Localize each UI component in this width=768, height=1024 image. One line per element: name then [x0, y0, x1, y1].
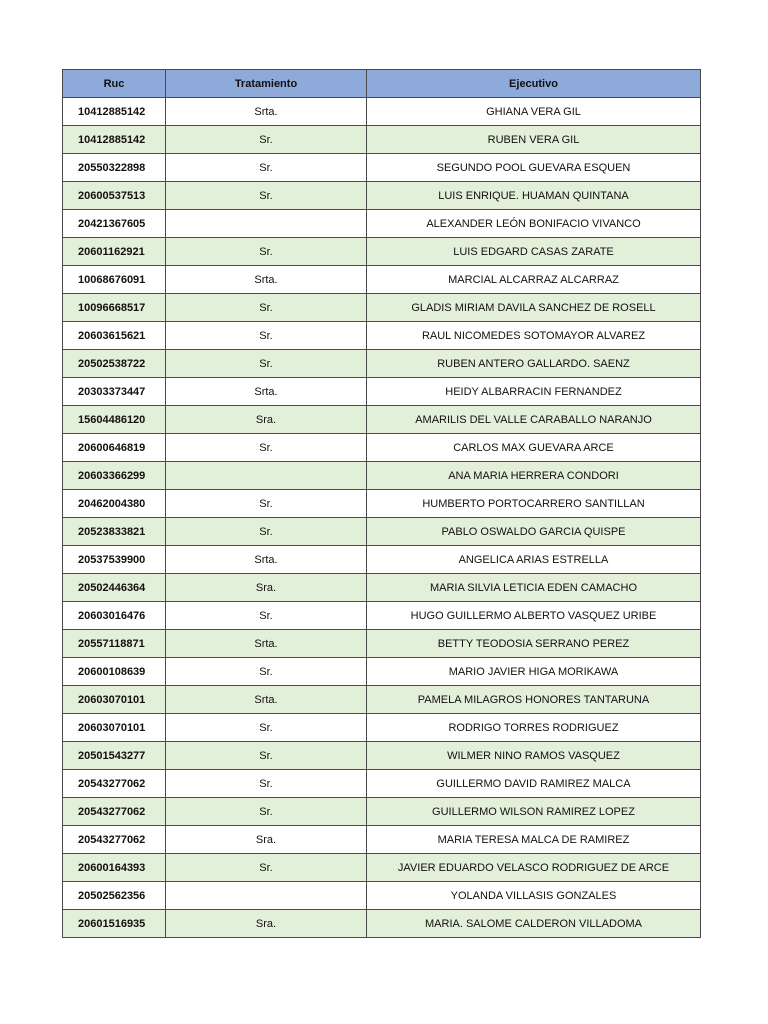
- cell-ruc: 20462004380: [63, 490, 166, 518]
- cell-ruc: 15604486120: [63, 406, 166, 434]
- ruc-table: [62, 69, 701, 938]
- cell-tratamiento: Srta.: [166, 546, 367, 574]
- table-row: [63, 434, 701, 462]
- table-header: [63, 70, 701, 98]
- cell-ruc: 20600646819: [63, 434, 166, 462]
- table-row: [63, 378, 701, 406]
- cell-ejecutivo: RUBEN VERA GIL: [367, 126, 701, 154]
- table-row: [63, 406, 701, 434]
- cell-tratamiento: Sr.: [166, 322, 367, 350]
- cell-ejecutivo: HUGO GUILLERMO ALBERTO VASQUEZ URIBE: [367, 602, 701, 630]
- cell-ruc: 20543277062: [63, 770, 166, 798]
- table-row: [63, 686, 701, 714]
- cell-tratamiento: Sr.: [166, 154, 367, 182]
- table-row: [63, 210, 701, 238]
- cell-ejecutivo: RODRIGO TORRES RODRIGUEZ: [367, 714, 701, 742]
- cell-ejecutivo: ALEXANDER LEÓN BONIFACIO VIVANCO: [367, 210, 701, 238]
- table-body: [63, 98, 701, 938]
- cell-ejecutivo: ANA MARIA HERRERA CONDORI: [367, 462, 701, 490]
- cell-ruc: 10068676091: [63, 266, 166, 294]
- cell-ejecutivo: MARIA. SALOME CALDERON VILLADOMA: [367, 910, 701, 938]
- cell-tratamiento: Sra.: [166, 910, 367, 938]
- table-row: [63, 574, 701, 602]
- table-row: [63, 602, 701, 630]
- cell-tratamiento: Sr.: [166, 294, 367, 322]
- cell-tratamiento: Srta.: [166, 686, 367, 714]
- table-row: [63, 126, 701, 154]
- cell-tratamiento: Sr.: [166, 490, 367, 518]
- table-row: [63, 98, 701, 126]
- table-row: [63, 518, 701, 546]
- table-row: [63, 770, 701, 798]
- cell-ruc: 20550322898: [63, 154, 166, 182]
- cell-tratamiento: [166, 210, 367, 238]
- table-row: [63, 490, 701, 518]
- table-row: [63, 826, 701, 854]
- cell-ejecutivo: HUMBERTO PORTOCARRERO SANTILLAN: [367, 490, 701, 518]
- cell-ejecutivo: GUILLERMO DAVID RAMIREZ MALCA: [367, 770, 701, 798]
- table-row: [63, 742, 701, 770]
- cell-ejecutivo: RAUL NICOMEDES SOTOMAYOR ALVAREZ: [367, 322, 701, 350]
- table-row: [63, 266, 701, 294]
- table-row: [63, 154, 701, 182]
- table-row: [63, 294, 701, 322]
- cell-tratamiento: Sr.: [166, 854, 367, 882]
- table-row: [63, 322, 701, 350]
- cell-ruc: 20502562356: [63, 882, 166, 910]
- cell-ejecutivo: GUILLERMO WILSON RAMIREZ LOPEZ: [367, 798, 701, 826]
- cell-ejecutivo: HEIDY ALBARRACIN FERNANDEZ: [367, 378, 701, 406]
- cell-ruc: 20303373447: [63, 378, 166, 406]
- table-row: [63, 182, 701, 210]
- table-row: [63, 854, 701, 882]
- cell-tratamiento: Sr.: [166, 238, 367, 266]
- cell-ruc: 20600537513: [63, 182, 166, 210]
- cell-tratamiento: Sr.: [166, 434, 367, 462]
- cell-ejecutivo: GLADIS MIRIAM DAVILA SANCHEZ DE ROSELL: [367, 294, 701, 322]
- cell-ruc: 20537539900: [63, 546, 166, 574]
- cell-ejecutivo: SEGUNDO POOL GUEVARA ESQUEN: [367, 154, 701, 182]
- cell-tratamiento: Sr.: [166, 798, 367, 826]
- cell-tratamiento: Sra.: [166, 574, 367, 602]
- header-tratamiento: Tratamiento: [166, 70, 367, 98]
- cell-ejecutivo: MARIO JAVIER HIGA MORIKAWA: [367, 658, 701, 686]
- cell-ejecutivo: PABLO OSWALDO GARCIA QUISPE: [367, 518, 701, 546]
- cell-ruc: 10412885142: [63, 126, 166, 154]
- table-row: [63, 462, 701, 490]
- table-row: [63, 910, 701, 938]
- cell-tratamiento: [166, 882, 367, 910]
- cell-tratamiento: Srta.: [166, 266, 367, 294]
- cell-ejecutivo: RUBEN ANTERO GALLARDO. SAENZ: [367, 350, 701, 378]
- cell-ejecutivo: ANGELICA ARIAS ESTRELLA: [367, 546, 701, 574]
- cell-ruc: 20600108639: [63, 658, 166, 686]
- cell-ejecutivo: CARLOS MAX GUEVARA ARCE: [367, 434, 701, 462]
- cell-ruc: 20603366299: [63, 462, 166, 490]
- cell-ruc: 10096668517: [63, 294, 166, 322]
- cell-ruc: 20603615621: [63, 322, 166, 350]
- cell-tratamiento: Sr.: [166, 518, 367, 546]
- header-row: [63, 70, 701, 98]
- cell-ejecutivo: PAMELA MILAGROS HONORES TANTARUNA: [367, 686, 701, 714]
- cell-ejecutivo: MARIA TERESA MALCA DE RAMIREZ: [367, 826, 701, 854]
- table-row: [63, 658, 701, 686]
- cell-ruc: 20601162921: [63, 238, 166, 266]
- cell-tratamiento: Sr.: [166, 770, 367, 798]
- table-row: [63, 630, 701, 658]
- cell-tratamiento: [166, 462, 367, 490]
- cell-tratamiento: Sr.: [166, 350, 367, 378]
- cell-ruc: 20501543277: [63, 742, 166, 770]
- cell-tratamiento: Sr.: [166, 182, 367, 210]
- document-page: [62, 69, 700, 938]
- cell-tratamiento: Sra.: [166, 406, 367, 434]
- cell-ruc: 20543277062: [63, 798, 166, 826]
- header-ruc: Ruc: [63, 70, 166, 98]
- table-row: [63, 882, 701, 910]
- cell-tratamiento: Srta.: [166, 98, 367, 126]
- cell-ruc: 20543277062: [63, 826, 166, 854]
- cell-ejecutivo: GHIANA VERA GIL: [367, 98, 701, 126]
- cell-tratamiento: Sra.: [166, 826, 367, 854]
- cell-ruc: 20502446364: [63, 574, 166, 602]
- cell-ruc: 20421367605: [63, 210, 166, 238]
- cell-tratamiento: Sr.: [166, 714, 367, 742]
- cell-tratamiento: Sr.: [166, 602, 367, 630]
- cell-ruc: 20603070101: [63, 686, 166, 714]
- cell-ejecutivo: MARCIAL ALCARRAZ ALCARRAZ: [367, 266, 701, 294]
- cell-ejecutivo: MARIA SILVIA LETICIA EDEN CAMACHO: [367, 574, 701, 602]
- cell-ruc: 20603016476: [63, 602, 166, 630]
- cell-ruc: 20557118871: [63, 630, 166, 658]
- table-row: [63, 798, 701, 826]
- cell-tratamiento: Sr.: [166, 658, 367, 686]
- cell-ejecutivo: JAVIER EDUARDO VELASCO RODRIGUEZ DE ARCE: [367, 854, 701, 882]
- cell-tratamiento: Srta.: [166, 630, 367, 658]
- cell-ejecutivo: YOLANDA VILLASIS GONZALES: [367, 882, 701, 910]
- table-row: [63, 238, 701, 266]
- cell-ejecutivo: WILMER NINO RAMOS VASQUEZ: [367, 742, 701, 770]
- cell-tratamiento: Sr.: [166, 126, 367, 154]
- header-ejecutivo: Ejecutivo: [367, 70, 701, 98]
- cell-tratamiento: Sr.: [166, 742, 367, 770]
- cell-ejecutivo: BETTY TEODOSIA SERRANO PEREZ: [367, 630, 701, 658]
- table-row: [63, 714, 701, 742]
- cell-ruc: 20603070101: [63, 714, 166, 742]
- cell-ejecutivo: AMARILIS DEL VALLE CARABALLO NARANJO: [367, 406, 701, 434]
- table-row: [63, 546, 701, 574]
- cell-ejecutivo: LUIS ENRIQUE. HUAMAN QUINTANA: [367, 182, 701, 210]
- cell-ruc: 20502538722: [63, 350, 166, 378]
- cell-ruc: 20601516935: [63, 910, 166, 938]
- cell-ruc: 10412885142: [63, 98, 166, 126]
- cell-tratamiento: Srta.: [166, 378, 367, 406]
- cell-ruc: 20523833821: [63, 518, 166, 546]
- cell-ejecutivo: LUIS EDGARD CASAS ZARATE: [367, 238, 701, 266]
- table-row: [63, 350, 701, 378]
- cell-ruc: 20600164393: [63, 854, 166, 882]
